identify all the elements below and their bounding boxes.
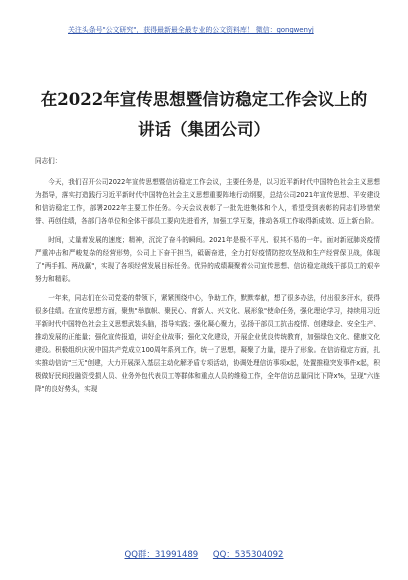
promo-link[interactable]: 关注头条号"公文研究"，获得最新最全最专业的公文资料库！ 微信：gongwenyj — [68, 26, 314, 34]
title-line-1: 在2022年宣传思想暨信访稳定工作会议上的 — [40, 90, 368, 109]
header-banner — [0, 0, 408, 80]
paragraph-1: 今天，我们召开公司2022年宣传思想暨信访稳定工作会议，主要任务是，以习近平新时代中国特色社会主义思想为指导，落实打造践行习近平新时代中国特色社会主义思想重要阵地行动纲要，总结公司2021年宣传思想、平安建设和信访稳定工作，部署2022年主要工作任务。今天会议表彰了一批先进集体和个人，希望受到表彰的同志们珍惜荣誉、再创佳绩，各部门各单位和全体干部员工要向先进看齐，加强工学互鉴，推动各项工作取得新成效、迈上新台阶。 — [35, 178, 380, 225]
paragraph-2: 时间，丈量着发展的速度；精神，沉淀了奋斗的瞬间。2021年是极不平凡、很其不易的一年。面对新冠肺炎疫情严重冲击和严峻复杂的经营形势，公司上下奋干担当，砥砺奋进，全力打好疫情防控攻坚战和生产经营保卫战，体现了"两手抓、两战赢"，实现了各项经营发展目标任务。优异的成绩凝聚着公司宣传思想、信访稳定战线干部员工的艰辛努力和精彩。 — [35, 236, 380, 283]
paragraph-3: 一年来，同志们在公司党委的带领下，紧紧围绕中心，争助工作，默默奉献，想了很多办法，付出很多汗水，获得很多佳绩。在宣传思想方面，聚焦"举旗帜、聚民心、育新人、兴文化、展形象"使命任务，强化理论学习，持续用习近平新时代中国特色社会主义思想武装头脑，指导实践；强化凝心聚力，弘扬干部员工抗击疫情、创建绿企、安全生产、推动发展的正能量；强化宣传报道，讲好企业故事；强化文化建设，开展企业优良传统教育，加强绿色文化、健康文化建设。积极组织庆祝中国共产党成立100周年系列工作，统一了思想，凝聚了力量，提升了形象。在信访稳定方面，扎实推动信访"三无"创建，大力开展深入基层主动化解矛盾专项活动，协调处理信访事项x起，处置推稳突发事件x起，积极做好民间投融资受损人员、业务外包代表员工等群体和重点人员的维稳工作，全年信访总量同比下降x%，呈现"六连降"的良好势头，实现 — [35, 294, 380, 393]
document-title — [0, 85, 408, 145]
footer-contacts — [0, 548, 408, 560]
title-line-2: 讲话（集团公司） — [138, 120, 270, 139]
qq-group-link[interactable]: QQ群：31991489 — [124, 550, 199, 560]
document-body — [35, 155, 380, 402]
qq-link[interactable]: QQ：535304092 — [212, 550, 284, 560]
greeting: 同志们： — [35, 157, 62, 165]
